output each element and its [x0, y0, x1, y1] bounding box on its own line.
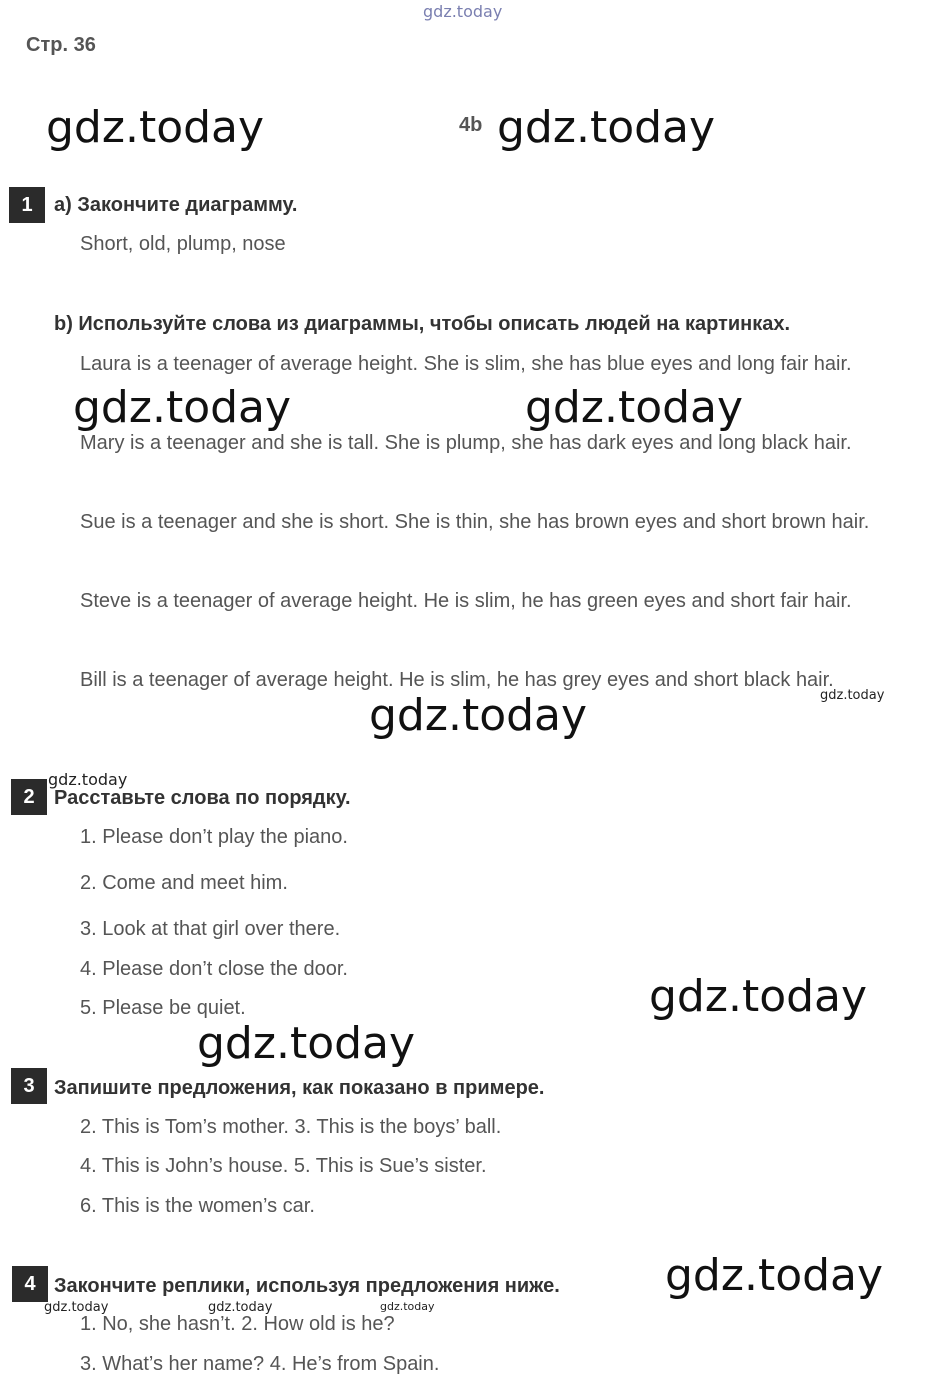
- task-title: Расставьте слова по порядку.: [54, 787, 351, 809]
- answer-line: 4. This is John’s house. 5. This is Sue’s sister.: [80, 1155, 487, 1177]
- watermark: gdz.today: [649, 971, 868, 1022]
- page-number: Стр. 36: [26, 34, 96, 56]
- watermark-small: gdz.today: [380, 1300, 435, 1313]
- task-number-badge: 1: [9, 187, 45, 223]
- list-item: 2. Come and meet him.: [80, 872, 288, 894]
- answer-text: Short, old, plump, nose: [80, 233, 286, 255]
- task-title: a) Закончите диаграмму.: [54, 194, 298, 216]
- task-title: Запишите предложения, как показано в примере.: [54, 1077, 545, 1099]
- task-title: Закончите реплики, используя предложения ниже.: [54, 1275, 560, 1297]
- answer-line: 3. What’s her name? 4. He’s from Spain.: [80, 1353, 440, 1375]
- answer-paragraph: Steve is a teenager of average height. He is slim, he has green eyes and short fair hair.: [80, 590, 852, 612]
- watermark-top: gdz.today: [423, 2, 503, 21]
- answer-paragraph: Bill is a teenager of average height. He is slim, he has grey eyes and short black hair.: [80, 669, 834, 691]
- answer-paragraph: Laura is a teenager of average height. She is slim, she has blue eyes and long fair hair.: [80, 353, 852, 375]
- watermark: gdz.today: [665, 1250, 884, 1301]
- watermark-small: gdz.today: [44, 1300, 109, 1315]
- list-item: 1. Please don’t play the piano.: [80, 826, 348, 848]
- list-item: 3. Look at that girl over there.: [80, 918, 341, 940]
- answer-line: 2. This is Tom’s mother. 3. This is the boys’ ball.: [80, 1116, 502, 1138]
- watermark: gdz.today: [525, 382, 744, 433]
- watermark: gdz.today: [369, 690, 588, 741]
- watermark: gdz.today: [73, 382, 292, 433]
- watermark-small: gdz.today: [820, 688, 885, 703]
- list-item: 5. Please be quiet.: [80, 997, 246, 1019]
- task-number-badge: 2: [11, 779, 47, 815]
- answer-paragraph: Mary is a teenager and she is tall. She is plump, she has dark eyes and long black hair.: [80, 432, 852, 454]
- answer-paragraph: Sue is a teenager and she is short. She is thin, she has brown eyes and short brown hair.: [80, 511, 870, 533]
- watermark-small: gdz.today: [208, 1300, 273, 1315]
- task-title: b) Используйте слова из диаграммы, чтобы описать людей на картинках.: [54, 313, 791, 335]
- section-label: 4b: [459, 114, 483, 136]
- watermark: gdz.today: [46, 102, 265, 153]
- watermark: gdz.today: [197, 1018, 416, 1069]
- answer-line: 1. No, she hasn’t. 2. How old is he?: [80, 1313, 395, 1335]
- answer-line: 6. This is the women’s car.: [80, 1195, 315, 1217]
- watermark: gdz.today: [497, 102, 716, 153]
- list-item: 4. Please don’t close the door.: [80, 958, 348, 980]
- task-number-badge: 3: [11, 1068, 47, 1104]
- task-number-badge: 4: [12, 1266, 48, 1302]
- watermark-small: gdz.today: [48, 770, 128, 789]
